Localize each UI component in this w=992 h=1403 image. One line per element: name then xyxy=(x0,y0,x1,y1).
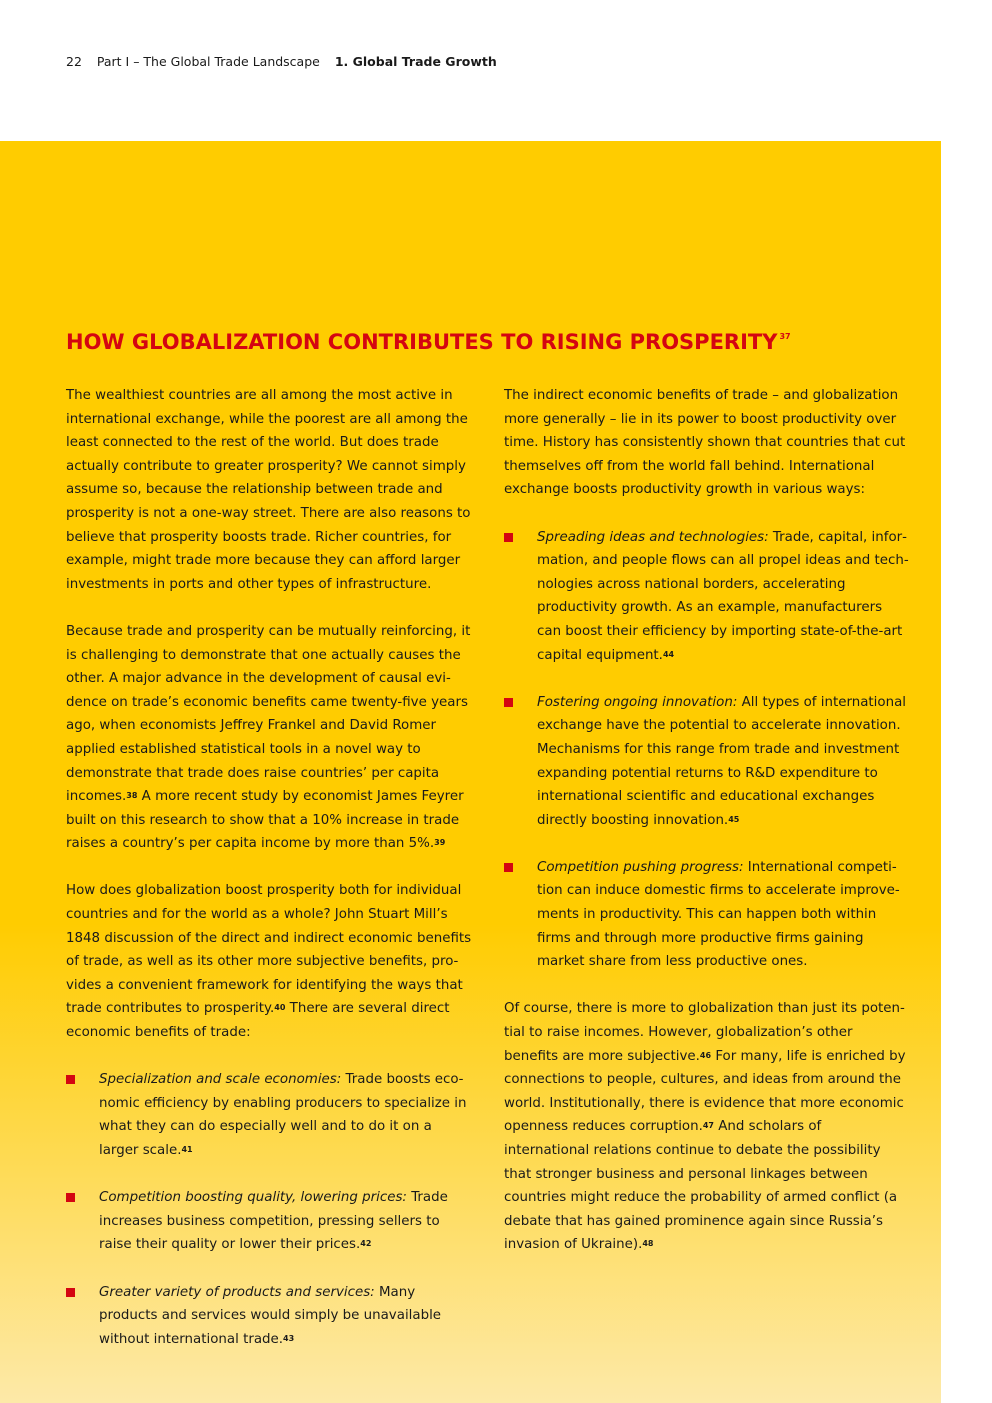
paragraph-text: Because trade and prosperity can be mutually reinforcing, it is challenging to demonstrate that one actually causes the other. A major advance in the development of causal evidence on trade’s economic benefits came twenty-five years ago, when economists Jeffrey Frankel and David Romer applied established statistical tools in a novel way to demonstrate that trade does raise countries’ per capita incomes. xyxy=(66,623,471,805)
footnote-ref: 38 xyxy=(126,791,138,801)
bullet-list xyxy=(66,1068,472,1351)
bullet-text: Trade boosts economic efficiency by enabling producers to specialize in what they can do especially well and to do it on a larger scale. xyxy=(99,1072,467,1158)
right-column xyxy=(504,384,910,1281)
left-column xyxy=(66,384,472,1375)
list-item xyxy=(66,1281,472,1352)
list-item xyxy=(66,1186,472,1257)
footnote-ref: 40 xyxy=(274,1003,286,1013)
bullet-lead: Greater variety of products and services: xyxy=(99,1284,375,1300)
bullet-square-icon xyxy=(66,1193,75,1202)
bullet-lead: Competition boosting quality, lowering prices: xyxy=(99,1190,407,1206)
bullet-text: All types of international exchange have the potential to accelerate innovation. Mechanisms for this range from trade and investment expanding potential returns to R&D expenditure to international scientific and educational exchanges directly boosting innovation. xyxy=(537,694,907,828)
footnote-ref: 42 xyxy=(360,1239,372,1249)
footnote-ref: 39 xyxy=(434,838,446,848)
paragraph xyxy=(66,879,472,1044)
list-item xyxy=(504,691,910,833)
bullet-list xyxy=(504,526,910,974)
footnote-ref: 46 xyxy=(699,1050,712,1060)
bullet-text: Trade increases business competition, pressing sellers to raise their quality or lower their prices. xyxy=(99,1190,448,1253)
bullet-lead: Spreading ideas and technologies: xyxy=(537,529,769,545)
footnote-ref: 48 xyxy=(642,1239,654,1249)
title-footnote: 37 xyxy=(779,332,791,341)
footnote-ref: 47 xyxy=(702,1121,714,1131)
paragraph-text: Of course, there is more to globalization than just its potential to raise incomes. However, globalization’s other benefits are more subjective. xyxy=(504,1001,905,1064)
bullet-lead: Competition pushing progress: xyxy=(537,859,744,875)
bullet-text: Many products and services would simply be unavailable without international trade. xyxy=(99,1284,442,1347)
list-item xyxy=(66,1068,472,1162)
bullet-square-icon xyxy=(66,1288,75,1297)
bullet-square-icon xyxy=(504,863,513,872)
section-title xyxy=(66,330,791,354)
part-label: Part I – The Global Trade Landscape xyxy=(96,54,320,69)
paragraph-text: How does globalization boost prosperity both for individual countries and for the world as a whole? John Stuart Mill’s 1848 discussion of the direct and indirect economic benefits of trade, as well as its other more subjective benefits, provides a convenient framework for identifying the ways that trade contributes to prosperity. xyxy=(66,883,472,1017)
bullet-lead: Specialization and scale economies: xyxy=(99,1072,342,1088)
paragraph-text: There are several direct economic benefits of trade: xyxy=(66,1001,450,1041)
bullet-square-icon xyxy=(504,698,513,707)
bullet-square-icon xyxy=(66,1075,75,1084)
list-item xyxy=(504,856,910,974)
running-header xyxy=(66,54,508,69)
bullet-lead: Fostering ongoing innovation: xyxy=(537,694,738,710)
footnote-ref: 44 xyxy=(662,649,675,659)
bullet-text: Trade, capital, information, and people flows can all propel ideas and technologies across national borders, accelerating productivity growth. As an example, manufacturers can boost their efficiency by importing state-of-the-art capital equipment. xyxy=(537,529,909,663)
section-title-text: HOW GLOBALIZATION CONTRIBUTES TO RISING PROSPERITY xyxy=(66,330,778,354)
bullet-text: International competition can induce domestic firms to accelerate improvements in productivity. This can happen both within firms and through more productive firms gaining market share from less productive ones. xyxy=(537,859,900,970)
list-item xyxy=(504,526,910,668)
bullet-square-icon xyxy=(504,533,513,542)
paragraph-text: For many, life is enriched by connections to people, cultures, and ideas from around the world. Institutionally, there is evidence that more economic openness reduces corruption. xyxy=(504,1048,906,1135)
paragraph: The indirect economic benefits of trade – and globalization more generally – lie in its power to boost productivity over time. History has consistently shown that countries that cut themselves off from the world fall behind. International exchange boosts productivity growth in various ways: xyxy=(504,388,906,498)
paragraph-text: And scholars of international relations continue to debate the possibility that stronger business and personal linkages between countries might reduce the probability of armed conflict (a debate that has gained prominence again since Russia’s invasion of Ukraine). xyxy=(504,1119,898,1253)
paragraph xyxy=(66,620,472,856)
page-number: 22 xyxy=(66,54,82,69)
footnote-ref: 41 xyxy=(181,1145,193,1154)
paragraph xyxy=(504,997,910,1257)
footnote-ref: 45 xyxy=(728,814,740,824)
chapter-label: 1. Global Trade Growth xyxy=(334,54,497,69)
paragraph-text: A more recent study by economist James Feyrer built on this research to show that a 10% increase in trade raises a country’s per capita income by more than 5%. xyxy=(66,789,464,852)
paragraph: The wealthiest countries are all among the most active in international exchange, while the poorest are all among the least connected to the rest of the world. But does trade actually contribute to greater prosperity? We cannot simply assume so, because the relationship between trade and prosperity is not a one-way street. There are also reasons to believe that prosperity boosts trade. Richer countries, for example, might trade more because they can afford larger investments in ports and other types of infrastructure. xyxy=(66,388,471,592)
footnote-ref: 43 xyxy=(283,1333,295,1343)
